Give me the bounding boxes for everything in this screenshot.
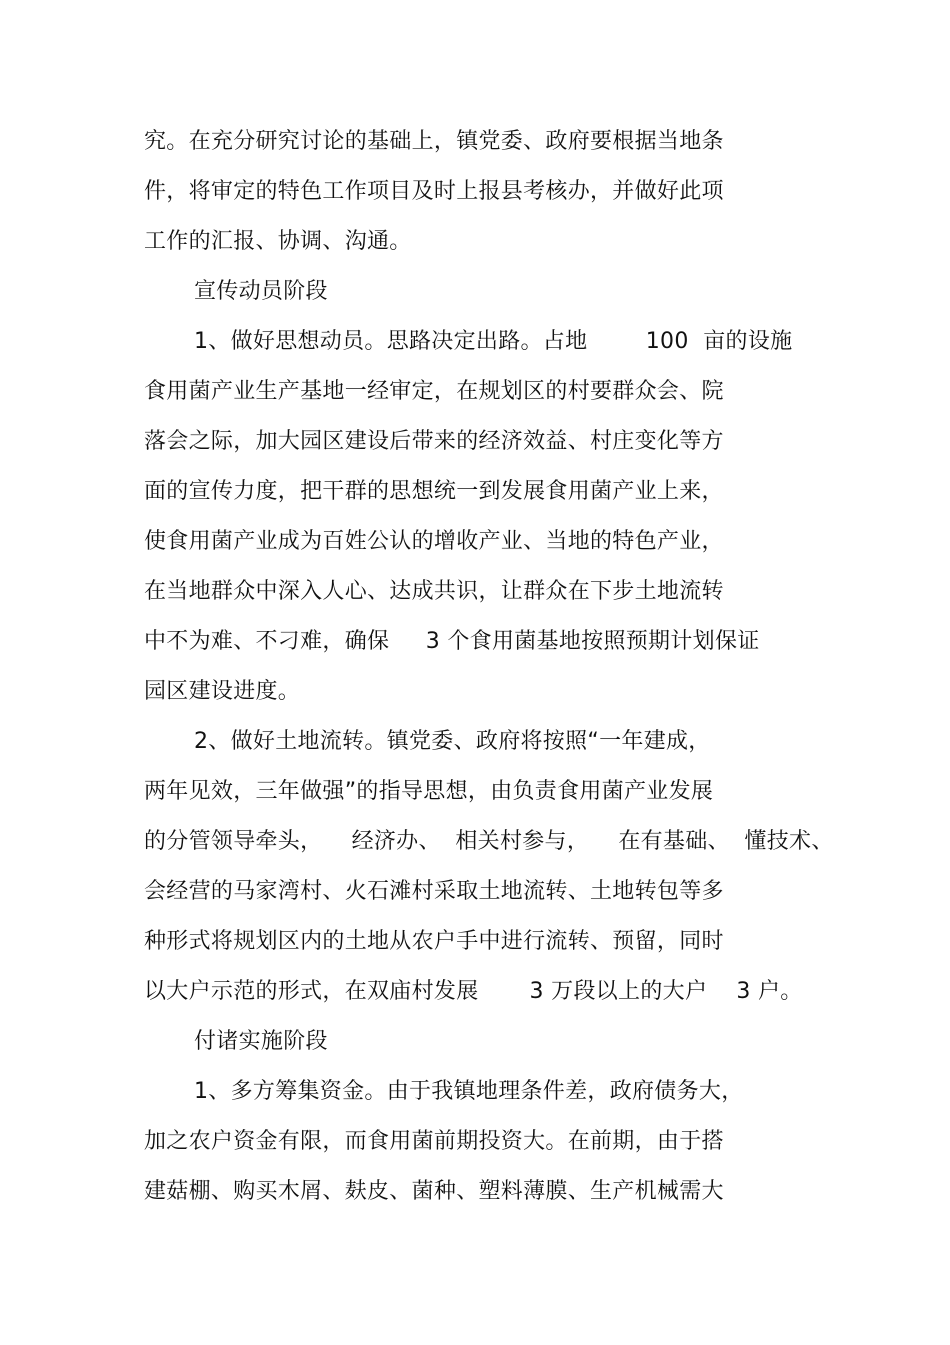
body-line-3: 工作的汇报、协调、沟通。	[144, 229, 412, 254]
body-line-22: 建菇棚、购买木屑、麸皮、菌种、塑料薄膜、生产机械需大	[144, 1179, 724, 1204]
body-line-10: 在当地群众中深入人心、达成共识，让群众在下步土地流转	[144, 579, 724, 604]
body-line-16: 会经营的马家湾村、火石滩村采取土地流转、土地转包等多	[144, 879, 724, 904]
body-line-18: 以大户示范的形式，在双庙村发展 3 万段以上的大户 3 户。	[144, 979, 803, 1004]
body-line-21: 加之农户资金有限，而食用菌前期投资大。在前期，由于搭	[144, 1129, 724, 1154]
body-line-1: 究。在充分研究讨论的基础上，镇党委、政府要根据当地条	[144, 129, 724, 154]
section-heading-implementation: 付诸实施阶段	[194, 1029, 328, 1054]
body-line-5: 1、做好思想动员。思路决定出路。占地 100 亩的设施	[194, 329, 793, 354]
section-heading-publicity: 宣传动员阶段	[194, 279, 328, 304]
body-line-2: 件，将审定的特色工作项目及时上报县考核办，并做好此项	[144, 179, 724, 204]
body-line-9: 使食用菌产业成为百姓公认的增收产业、当地的特色产业，	[144, 529, 724, 554]
body-line-14: 两年见效，三年做强”的指导思想，由负责食用菌产业发展	[144, 779, 714, 804]
body-line-8: 面的宣传力度，把干群的思想统一到发展食用菌产业上来，	[144, 479, 724, 504]
body-line-15: 的分管领导牵头， 经济办、 相关村参与， 在有基础、 懂技术、	[144, 829, 834, 854]
body-line-13: 2、做好土地流转。镇党委、政府将按照“一年建成，	[194, 729, 711, 754]
body-line-11: 中不为难、不刁难，确保 3 个食用菌基地按照预期计划保证	[144, 629, 760, 654]
body-line-20: 1、多方筹集资金。由于我镇地理条件差，政府债务大，	[194, 1079, 744, 1104]
body-line-12: 园区建设进度。	[144, 679, 301, 704]
body-line-7: 落会之际，加大园区建设后带来的经济效益、村庄变化等方	[144, 429, 724, 454]
body-line-6: 食用菌产业生产基地一经审定，在规划区的村要群众会、院	[144, 379, 724, 404]
body-line-17: 种形式将规划区内的土地从农户手中进行流转、预留，同时	[144, 929, 724, 954]
